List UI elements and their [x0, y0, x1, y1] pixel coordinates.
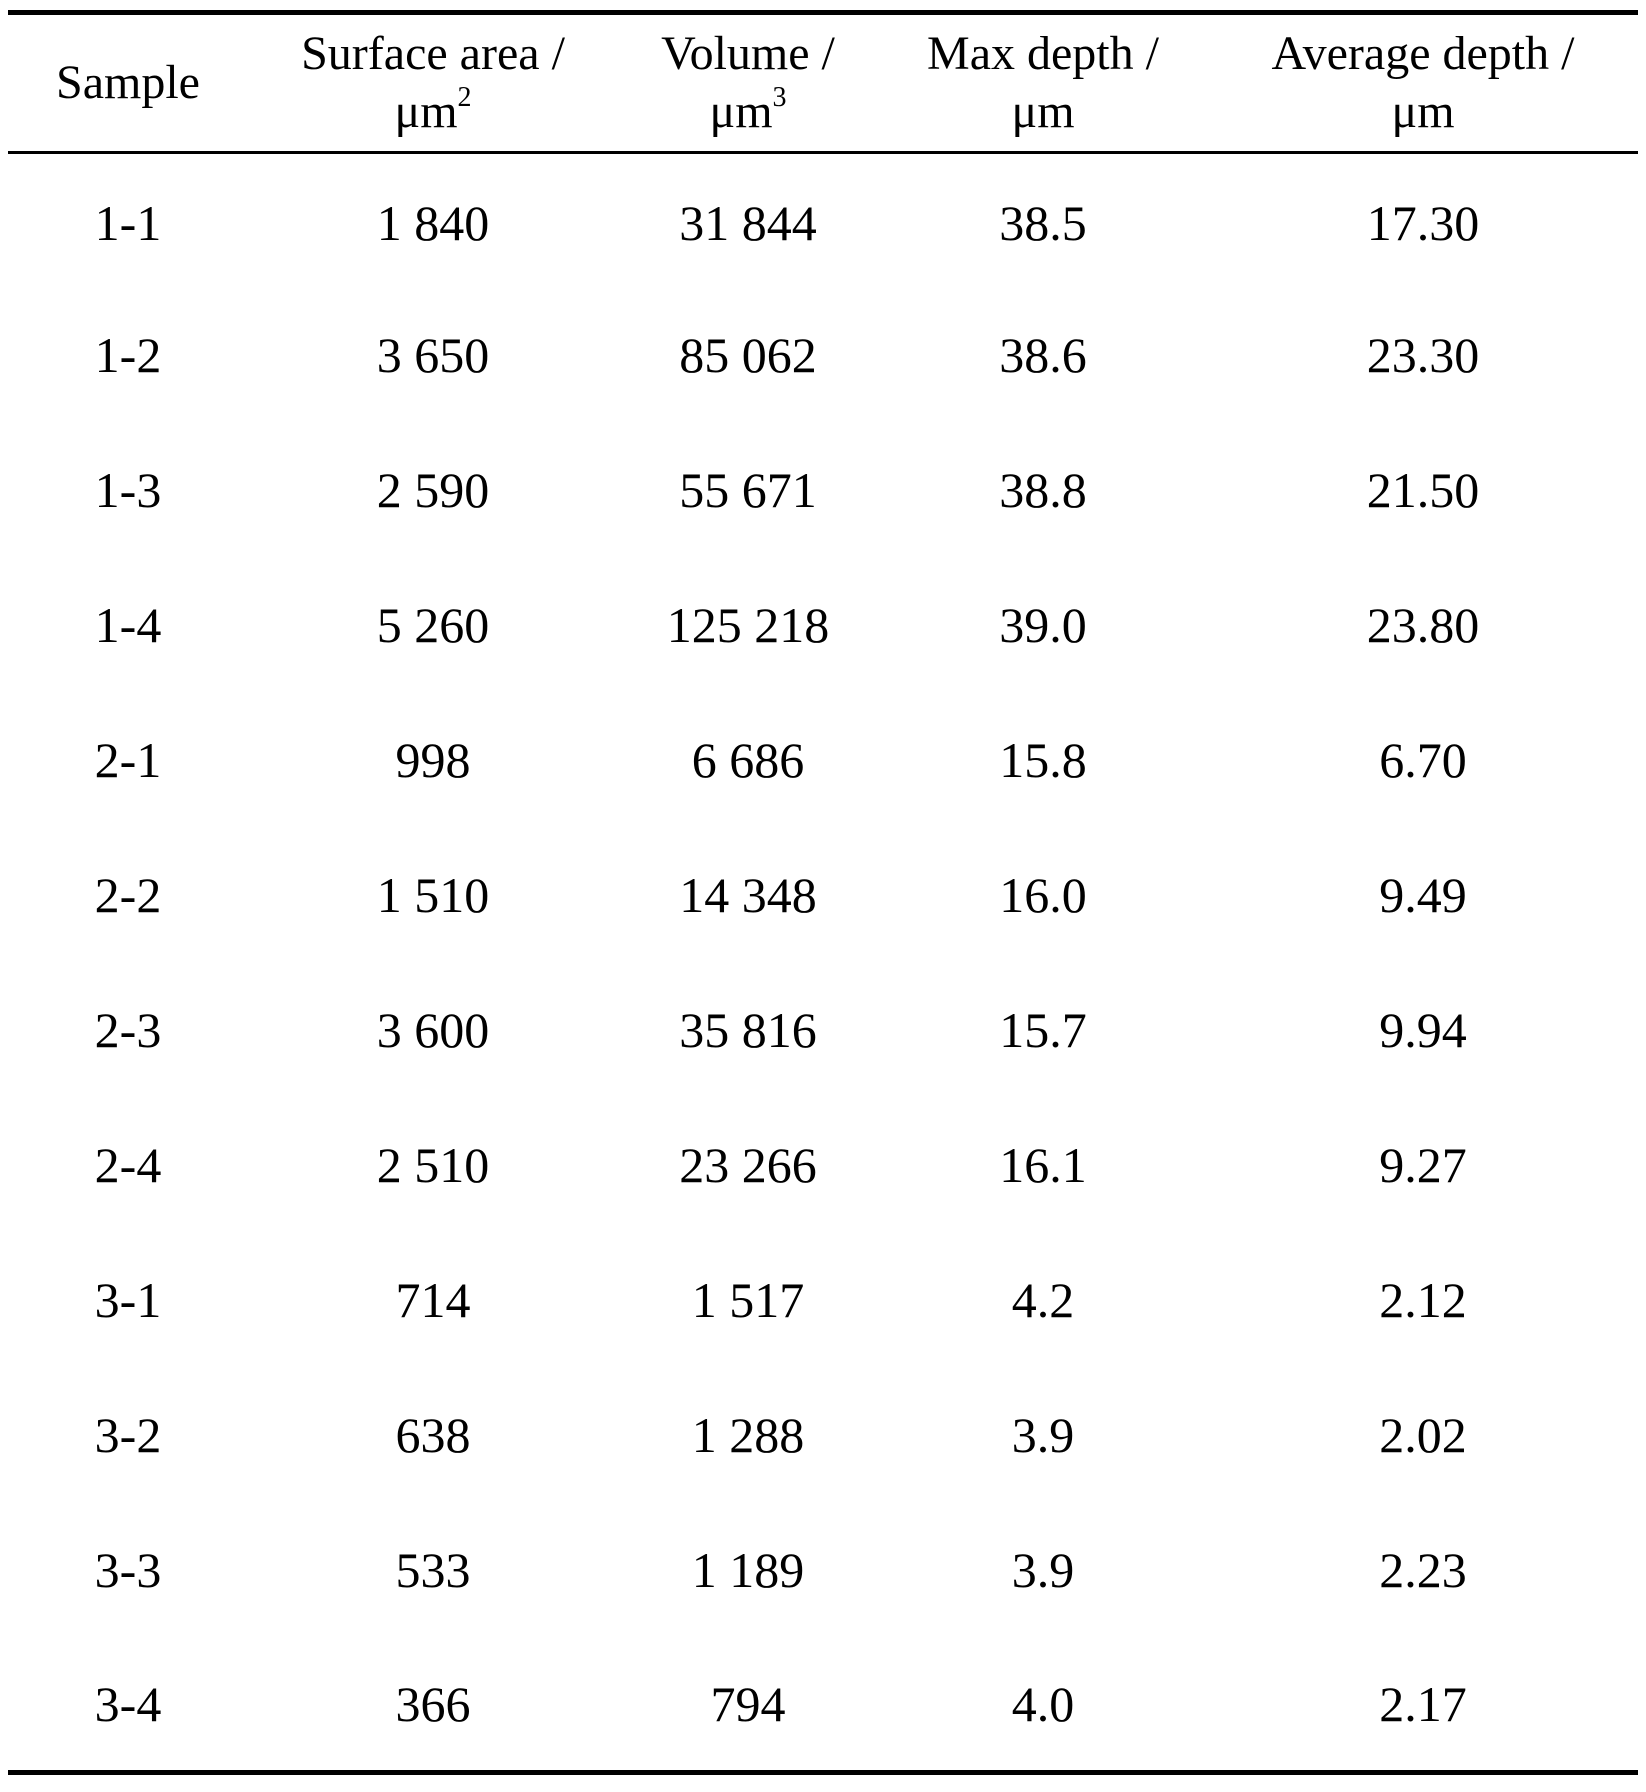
cell-average-depth: 23.80 — [1366, 597, 1480, 653]
table-row — [8, 288, 1638, 423]
cell-volume: 85 062 — [679, 327, 817, 383]
header-volume-label: Volume / — [661, 27, 835, 80]
table-row — [8, 1233, 1638, 1368]
cell-average-depth: 23.30 — [1366, 327, 1480, 383]
cell-surface-area: 1 510 — [376, 867, 490, 923]
cell-max-depth: 15.7 — [999, 1002, 1087, 1058]
cell-surface-area: 533 — [395, 1542, 471, 1598]
table-header — [8, 13, 1638, 153]
cell-volume: 55 671 — [679, 462, 817, 518]
unit-exponent: 2 — [457, 82, 472, 113]
cell-max-depth: 15.8 — [999, 732, 1087, 788]
cell-average-depth: 6.70 — [1379, 732, 1467, 788]
header-surface-area — [248, 13, 618, 153]
cell-volume: 794 — [618, 1638, 878, 1773]
table-row — [8, 1638, 1638, 1773]
cell-surface-area: 998 — [395, 732, 471, 788]
cell-average-depth: 9.27 — [1379, 1137, 1467, 1193]
header-max-depth — [878, 13, 1208, 153]
cell-sample: 1-3 — [94, 462, 162, 518]
cell-surface-area: 366 — [248, 1638, 618, 1773]
cell-volume: 1 189 — [691, 1542, 805, 1598]
table-row — [8, 153, 1638, 288]
header-average-depth — [1208, 13, 1638, 153]
cell-average-depth: 2.02 — [1379, 1407, 1467, 1463]
cell-max-depth: 39.0 — [999, 597, 1087, 653]
header-volume — [618, 13, 878, 153]
cell-surface-area: 3 650 — [376, 327, 490, 383]
cell-sample: 3-1 — [94, 1272, 162, 1328]
table-row — [8, 1368, 1638, 1503]
header-max-depth-unit: μm — [1011, 85, 1075, 138]
unit-exponent: 3 — [772, 82, 787, 113]
cell-average-depth: 9.49 — [1379, 867, 1467, 923]
cell-max-depth: 38.5 — [999, 194, 1087, 251]
table-body — [8, 153, 1638, 1773]
header-row — [8, 13, 1638, 153]
header-surface-area-label: Surface area / — [301, 27, 565, 80]
cell-volume: 35 816 — [679, 1002, 817, 1058]
cell-average-depth: 21.50 — [1366, 462, 1480, 518]
cell-sample: 3-3 — [94, 1542, 162, 1598]
cell-sample: 3-2 — [94, 1407, 162, 1463]
header-sample: Sample — [8, 13, 248, 153]
table-row — [8, 828, 1638, 963]
cell-surface-area: 5 260 — [376, 597, 490, 653]
cell-sample: 2-4 — [94, 1137, 162, 1193]
cell-sample: 2-2 — [94, 867, 162, 923]
header-average-depth-label: Average depth / — [1271, 27, 1575, 80]
cell-surface-area: 1 840 — [376, 194, 490, 251]
cell-surface-area: 2 590 — [376, 462, 490, 518]
table-row — [8, 558, 1638, 693]
cell-volume: 14 348 — [679, 867, 817, 923]
cell-surface-area: 2 510 — [376, 1137, 490, 1193]
cell-sample: 1-2 — [94, 327, 162, 383]
table-row — [8, 1503, 1638, 1638]
cell-max-depth: 3.9 — [1011, 1542, 1075, 1598]
cell-max-depth: 4.2 — [1011, 1272, 1075, 1328]
cell-surface-area: 3 600 — [376, 1002, 490, 1058]
cell-max-depth: 38.8 — [999, 462, 1087, 518]
cell-max-depth: 16.1 — [999, 1137, 1087, 1193]
cell-sample: 2-1 — [94, 732, 162, 788]
table-row — [8, 963, 1638, 1098]
cell-volume: 31 844 — [679, 194, 817, 251]
cell-max-depth: 3.9 — [1011, 1407, 1075, 1463]
cell-average-depth: 2.12 — [1379, 1272, 1467, 1328]
cell-volume: 23 266 — [679, 1137, 817, 1193]
header-max-depth-label: Max depth / — [927, 27, 1159, 80]
header-average-depth-unit: μm — [1391, 85, 1455, 138]
cell-max-depth: 16.0 — [999, 867, 1087, 923]
cell-surface-area: 638 — [395, 1407, 471, 1463]
cell-volume: 125 218 — [666, 597, 830, 653]
sample-measurements-table — [8, 10, 1638, 1775]
cell-max-depth: 38.6 — [999, 327, 1087, 383]
cell-volume: 1 517 — [691, 1272, 805, 1328]
cell-sample: 2-3 — [94, 1002, 162, 1058]
cell-average-depth: 2.23 — [1379, 1542, 1467, 1598]
header-volume-unit: $\mu m^3$ — [709, 82, 787, 138]
cell-volume: 6 686 — [691, 732, 805, 788]
cell-sample: 1-4 — [94, 597, 162, 653]
cell-max-depth: 4.0 — [878, 1638, 1208, 1773]
cell-surface-area: 714 — [395, 1272, 471, 1328]
table-row — [8, 1098, 1638, 1233]
table-row — [8, 693, 1638, 828]
data-table-container — [8, 10, 1638, 1775]
header-surface-area-unit: $\mu m^2$ — [394, 82, 472, 138]
table-row — [8, 423, 1638, 558]
cell-sample: 3-4 — [8, 1638, 248, 1773]
cell-volume: 1 288 — [691, 1407, 805, 1463]
cell-average-depth: 17.30 — [1366, 194, 1480, 251]
cell-average-depth: 2.17 — [1208, 1638, 1638, 1773]
cell-sample: 1-1 — [94, 194, 162, 251]
cell-average-depth: 9.94 — [1379, 1002, 1467, 1058]
